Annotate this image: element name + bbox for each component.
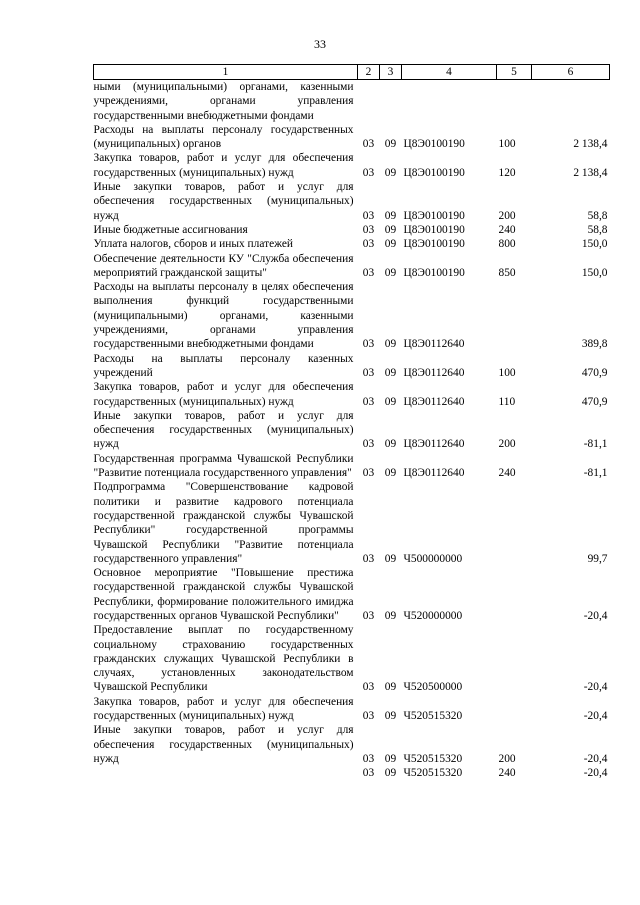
row-subsection bbox=[380, 80, 402, 123]
row-amount: 150,0 bbox=[581, 238, 608, 251]
row-subsection: 09 bbox=[384, 552, 397, 565]
row-name: Предоставление выплат по государственному социальному страхованию государственных гражданских служащих Чувашской Республики в случаях, установленных законодательством Чувашской Республики bbox=[93, 624, 354, 694]
row-subsection: 09 bbox=[384, 752, 397, 765]
row-name: Закупка товаров, работ и услуг для обеспечения государственных (муниципальных) нужд bbox=[93, 381, 354, 408]
row-expense-type: 100 bbox=[498, 366, 516, 379]
row-expense-type bbox=[497, 80, 532, 123]
row-amount: -20,4 bbox=[583, 710, 608, 723]
row-target-article: Ч520000000 bbox=[403, 609, 463, 622]
row-subsection: 09 bbox=[384, 266, 397, 279]
row-target-article: Ч520515320 bbox=[403, 710, 463, 723]
header-col-4: 4 bbox=[402, 65, 497, 80]
row-subsection: 09 bbox=[384, 209, 397, 222]
header-col-2: 2 bbox=[358, 65, 380, 80]
row-name: Иные закупки товаров, работ и услуг для обеспечения государственных (муниципальных) нужд bbox=[93, 724, 354, 765]
table-row bbox=[94, 123, 610, 152]
table-row bbox=[94, 480, 610, 566]
row-amount: 2 138,4 bbox=[573, 138, 608, 151]
table-row bbox=[94, 352, 610, 381]
header-col-6: 6 bbox=[532, 65, 610, 80]
row-name: Подпрограмма "Совершенствование кадровой политики и развитие кадрового потенциала государственной гражданской службы Чувашской Республики" государственной программы Чувашской Республики "Развитие потенциала государственного управления" bbox=[93, 481, 354, 565]
row-section: 03 bbox=[362, 767, 375, 780]
table-row bbox=[94, 695, 610, 724]
row-target-article: Ц8Э0100190 bbox=[403, 266, 465, 279]
row-subsection: 09 bbox=[384, 138, 397, 151]
row-section: 03 bbox=[362, 238, 375, 251]
table-body bbox=[94, 80, 610, 781]
row-amount bbox=[532, 80, 610, 123]
row-section: 03 bbox=[362, 223, 375, 236]
row-section: 03 bbox=[362, 681, 375, 694]
header-col-1: 1 bbox=[94, 65, 358, 80]
row-name: Расходы на выплаты персоналу казенных учреждений bbox=[93, 352, 354, 379]
page-number: 33 bbox=[314, 37, 326, 51]
table-header-row bbox=[94, 65, 610, 80]
row-name: Обеспечение деятельности КУ "Служба обеспечения мероприятий гражданской защиты" bbox=[93, 252, 354, 279]
row-name: Иные бюджетные ассигнования bbox=[93, 223, 248, 236]
row-name: Основное мероприятие "Повышение престижа государственной гражданской службы Чувашской Республики, формирование положительного имиджа государственных органов Чувашской Республики" bbox=[93, 567, 354, 622]
row-subsection: 09 bbox=[384, 767, 397, 780]
row-section: 03 bbox=[362, 266, 375, 279]
row-subsection: 09 bbox=[384, 438, 397, 451]
row-subsection: 09 bbox=[384, 223, 397, 236]
table-row bbox=[94, 409, 610, 452]
row-expense-type: 800 bbox=[498, 238, 516, 251]
row-target-article: Ц8Э0100190 bbox=[403, 238, 465, 251]
row-amount: -81,1 bbox=[583, 438, 608, 451]
table-row bbox=[94, 380, 610, 409]
row-section: 03 bbox=[362, 609, 375, 622]
row-subsection: 09 bbox=[384, 609, 397, 622]
row-target-article: Ч500000000 bbox=[403, 552, 463, 565]
row-amount: 470,9 bbox=[581, 395, 608, 408]
table-row bbox=[94, 237, 610, 251]
row-expense-type: 100 bbox=[498, 138, 516, 151]
row-amount: 150,0 bbox=[581, 266, 608, 279]
row-expense-type bbox=[497, 623, 532, 694]
header-col-3: 3 bbox=[380, 65, 402, 80]
row-expense-type bbox=[497, 480, 532, 566]
table-row bbox=[94, 566, 610, 623]
row-target-article: Ц8Э0100190 bbox=[403, 138, 465, 151]
row-expense-type: 850 bbox=[498, 266, 516, 279]
row-expense-type: 240 bbox=[498, 467, 516, 480]
row-expense-type: 120 bbox=[498, 166, 516, 179]
row-expense-type bbox=[497, 566, 532, 623]
row-section bbox=[358, 80, 380, 123]
row-target-article: Ц8Э0100190 bbox=[403, 166, 465, 179]
table-row bbox=[94, 452, 610, 481]
row-expense-type: 200 bbox=[498, 752, 516, 765]
row-subsection: 09 bbox=[384, 366, 397, 379]
row-section: 03 bbox=[362, 395, 375, 408]
row-name: Иные закупки товаров, работ и услуг для обеспечения государственных (муниципальных) нужд bbox=[93, 181, 354, 222]
row-amount: -81,1 bbox=[583, 467, 608, 480]
row-expense-type: 240 bbox=[498, 223, 516, 236]
row-amount: 2 138,4 bbox=[573, 166, 608, 179]
row-name: Закупка товаров, работ и услуг для обеспечения государственных (муниципальных) нужд bbox=[93, 695, 354, 723]
table-row bbox=[94, 252, 610, 281]
row-name: Закупка товаров, работ и услуг для обеспечения государственных (муниципальных) нужд bbox=[93, 152, 354, 179]
row-amount: 99,7 bbox=[587, 552, 608, 565]
table-row bbox=[94, 766, 610, 780]
row-section: 03 bbox=[362, 138, 375, 151]
row-section: 03 bbox=[362, 438, 375, 451]
row-section: 03 bbox=[362, 338, 375, 351]
row-name bbox=[94, 766, 358, 780]
row-section: 03 bbox=[362, 366, 375, 379]
row-name: Расходы на выплаты персоналу в целях обеспечения выполнения функций государственными (муниципальными) органами, казенными учреждениями, органами управления государственными внебюджетными фондами bbox=[93, 281, 354, 351]
row-target-article: Ч520515320 bbox=[403, 752, 463, 765]
table-row bbox=[94, 80, 610, 123]
row-section: 03 bbox=[362, 209, 375, 222]
row-target-article: Ч520500000 bbox=[403, 681, 463, 694]
row-amount: -20,4 bbox=[583, 681, 608, 694]
row-name: Государственная программа Чувашской Республики "Развитие потенциала государственного управления" bbox=[93, 452, 354, 480]
row-target-article bbox=[402, 80, 497, 123]
row-name: Уплата налогов, сборов и иных платежей bbox=[93, 238, 293, 251]
row-amount: 389,8 bbox=[581, 338, 608, 351]
row-expense-type: 110 bbox=[498, 395, 516, 408]
table-row bbox=[94, 180, 610, 223]
budget-table bbox=[93, 64, 610, 781]
row-amount: 58,8 bbox=[587, 209, 608, 222]
row-name: ными (муниципальными) органами, казенными учреждениями, органами управления государственными внебюджетными фондами bbox=[93, 81, 354, 122]
row-expense-type bbox=[497, 280, 532, 351]
row-subsection: 09 bbox=[384, 395, 397, 408]
row-amount: 58,8 bbox=[587, 223, 608, 236]
table-row bbox=[94, 723, 610, 766]
row-amount: 470,9 bbox=[581, 366, 608, 379]
table-row bbox=[94, 223, 610, 237]
row-expense-type bbox=[497, 695, 532, 724]
row-section: 03 bbox=[362, 710, 375, 723]
table-row bbox=[94, 623, 610, 694]
row-target-article: Ц8Э0100190 bbox=[403, 223, 465, 236]
row-target-article: Ц8Э0112640 bbox=[403, 338, 465, 351]
row-name: Расходы на выплаты персоналу государственных (муниципальных) органов bbox=[93, 123, 354, 151]
row-expense-type: 200 bbox=[498, 438, 516, 451]
row-expense-type: 240 bbox=[498, 767, 516, 780]
row-target-article: Ц8Э0112640 bbox=[403, 438, 465, 451]
row-subsection: 09 bbox=[384, 238, 397, 251]
row-target-article: Ч520515320 bbox=[403, 767, 463, 780]
row-subsection: 09 bbox=[384, 467, 397, 480]
row-name: Иные закупки товаров, работ и услуг для обеспечения государственных (муниципальных) нужд bbox=[93, 409, 354, 451]
row-target-article: Ц8Э0112640 bbox=[403, 366, 465, 379]
row-subsection: 09 bbox=[384, 338, 397, 351]
row-subsection: 09 bbox=[384, 681, 397, 694]
header-col-5: 5 bbox=[497, 65, 532, 80]
table-row bbox=[94, 151, 610, 180]
row-section: 03 bbox=[362, 752, 375, 765]
row-target-article: Ц8Э0112640 bbox=[403, 467, 465, 480]
row-section: 03 bbox=[362, 552, 375, 565]
row-section: 03 bbox=[362, 166, 375, 179]
row-target-article: Ц8Э0100190 bbox=[403, 209, 465, 222]
row-section: 03 bbox=[362, 467, 375, 480]
row-target-article: Ц8Э0112640 bbox=[403, 395, 465, 408]
table-row bbox=[94, 280, 610, 351]
row-amount: -20,4 bbox=[583, 609, 608, 622]
row-subsection: 09 bbox=[384, 710, 397, 723]
row-amount: -20,4 bbox=[583, 767, 608, 780]
row-expense-type: 200 bbox=[498, 209, 516, 222]
row-amount: -20,4 bbox=[583, 752, 608, 765]
row-subsection: 09 bbox=[384, 166, 397, 179]
